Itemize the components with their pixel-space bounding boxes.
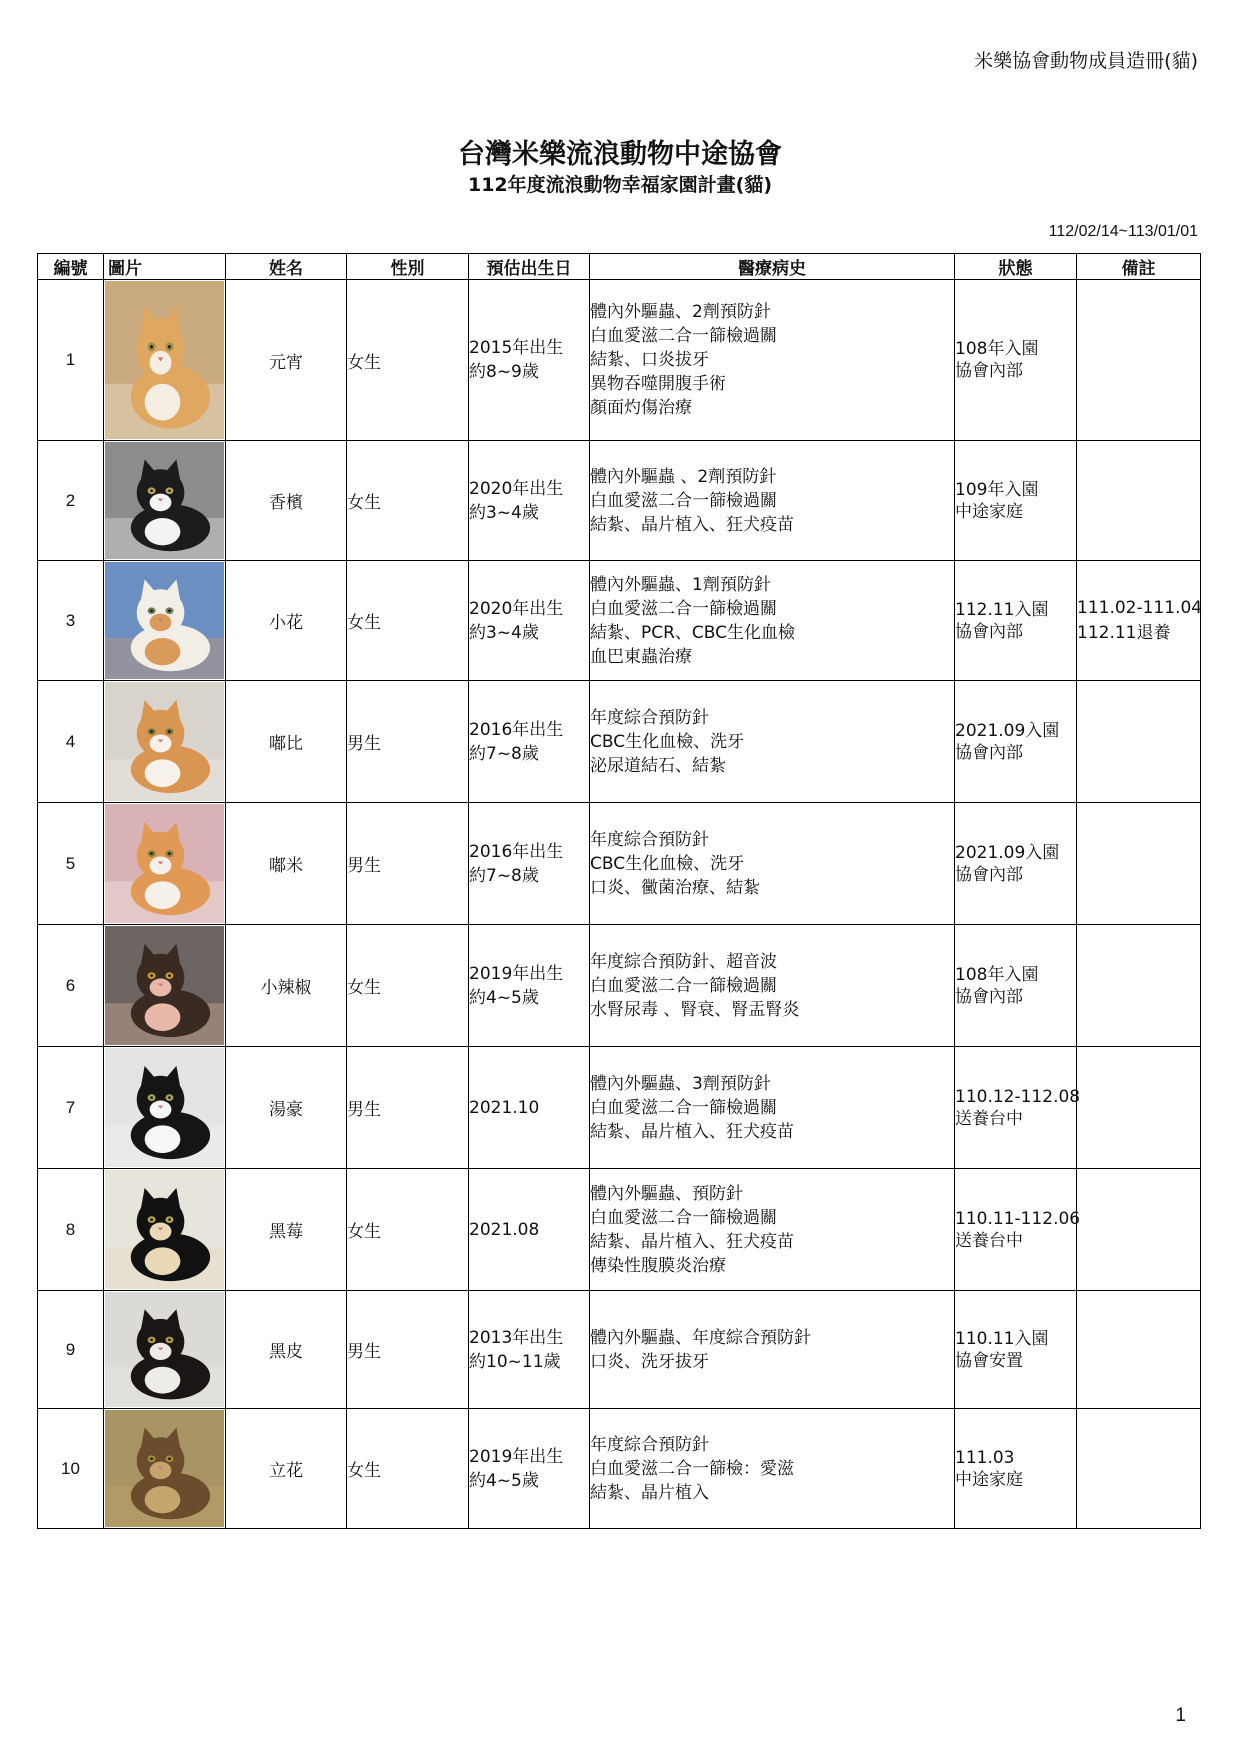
medical-line: 白血愛滋二合一篩檢過關 [590, 490, 777, 511]
status-line: 送養台中 [955, 1230, 1023, 1251]
cat-photo-cell [104, 803, 226, 925]
medical-line: 體內外驅蟲 、2劑預防針 [590, 466, 777, 487]
note-line: 111.02-111.04 [1077, 597, 1203, 618]
birth-line: 約4~5歲 [469, 987, 539, 1008]
medical-line: 體內外驅蟲、2劑預防針 [590, 302, 771, 322]
cat-gender-cell: 女生 [347, 441, 469, 561]
birth-line: 約3~4歲 [469, 502, 539, 523]
status-line: 協會內部 [955, 621, 1023, 642]
cat-name-cell: 小辣椒 [226, 925, 347, 1047]
table-row [38, 1291, 1201, 1409]
cat-photo-cell [104, 1291, 226, 1409]
status-cell [955, 561, 1077, 681]
medical-line: 結紮、晶片植入、狂犬疫苗 [590, 514, 794, 535]
medical-line: 口炎、黴菌治療、結紮 [590, 877, 760, 898]
birth-line: 2020年出生 [469, 598, 564, 619]
cat-photo-cell [104, 681, 226, 803]
status-line: 協會內部 [955, 742, 1023, 763]
medical-line: 結紮、PCR、CBC生化血檢 [590, 622, 796, 643]
table-row [38, 1047, 1201, 1169]
status-cell [955, 1169, 1081, 1291]
cat-number-cell: 4 [38, 681, 104, 803]
status-cell [955, 1291, 1077, 1409]
status-cell [955, 1409, 1077, 1529]
cat-number-cell: 6 [38, 925, 104, 1047]
medical-history-cell [590, 1291, 955, 1409]
medical-history-cell [590, 561, 955, 681]
medical-history-cell [590, 1047, 955, 1169]
birth-line: 2021.08 [469, 1219, 540, 1240]
cat-birth-cell [469, 925, 590, 1047]
cat-gender-cell: 女生 [347, 925, 469, 1047]
medical-line: 水腎尿毒 、腎衰、腎盂腎炎 [590, 999, 800, 1020]
note-cell [1077, 1291, 1201, 1409]
status-cell [955, 803, 1077, 925]
table-header-row [38, 254, 1201, 280]
status-cell [955, 441, 1077, 561]
cat-number-cell: 3 [38, 561, 104, 681]
cat-photo-cell [104, 561, 226, 681]
medical-line: 口炎、洗牙拔牙 [590, 1351, 709, 1372]
cat-gender-cell: 女生 [347, 280, 469, 441]
medical-line: CBC生化血檢、洗牙 [590, 731, 745, 752]
cat-photo-cell [104, 1169, 226, 1291]
status-line: 110.11入園 [955, 1328, 1049, 1349]
birth-line: 約10~11歲 [469, 1351, 561, 1372]
status-line: 送養台中 [955, 1108, 1023, 1129]
page-title: 台灣米樂流浪動物中途協會 [458, 139, 782, 170]
cat-number-cell: 10 [38, 1409, 104, 1529]
birth-line: 2016年出生 [469, 719, 564, 740]
cat-photo [105, 1410, 224, 1527]
cat-photo [105, 442, 224, 559]
note-cell [1077, 803, 1201, 925]
medical-line: 傳染性腹膜炎治療 [590, 1255, 726, 1276]
status-line: 110.11-112.06 [955, 1208, 1081, 1229]
status-line: 108年入園 [955, 964, 1039, 985]
cat-name-cell: 立花 [226, 1409, 347, 1529]
cat-name-cell: 黑皮 [226, 1291, 347, 1409]
cat-name-cell: 嘟比 [226, 681, 347, 803]
status-line: 111.03 [955, 1447, 1015, 1468]
cat-number-cell: 1 [38, 280, 104, 441]
status-cell [955, 280, 1077, 441]
cat-photo-cell [104, 1047, 226, 1169]
birth-line: 2019年出生 [469, 963, 564, 984]
cat-gender-cell: 女生 [347, 561, 469, 681]
header-name: 姓名 [226, 254, 347, 280]
note-cell [1077, 561, 1201, 681]
medical-history-cell [590, 803, 955, 925]
table-row [38, 1409, 1201, 1529]
cat-number-cell: 8 [38, 1169, 104, 1291]
medical-line: 年度綜合預防針、超音波 [590, 951, 777, 972]
cat-photo-cell [104, 1409, 226, 1529]
medical-history-cell [590, 1169, 955, 1291]
cat-photo [105, 562, 224, 679]
cat-gender-cell: 男生 [347, 1291, 469, 1409]
cat-number-cell: 5 [38, 803, 104, 925]
table-row [38, 280, 1201, 441]
medical-line: 泌尿道結石、結紮 [590, 755, 726, 776]
medical-history-cell [590, 280, 955, 441]
cat-photo-cell [104, 925, 226, 1047]
header-status: 狀態 [955, 254, 1077, 280]
cat-gender-cell: 女生 [347, 1169, 469, 1291]
header-gender: 性別 [347, 254, 469, 280]
status-line: 110.12-112.08 [955, 1086, 1081, 1107]
cat-roster-table [37, 253, 1201, 1529]
cat-birth-cell [469, 1291, 590, 1409]
birth-line: 2020年出生 [469, 478, 564, 499]
cat-birth-cell [469, 1409, 590, 1529]
medical-line: 年度綜合預防針 [590, 829, 709, 850]
date-range: 112/02/14~113/01/01 [1048, 223, 1198, 240]
note-cell [1077, 1047, 1201, 1169]
status-line: 2021.09入園 [955, 720, 1060, 741]
status-line: 112.11入園 [955, 599, 1049, 620]
cat-birth-cell [469, 803, 590, 925]
cat-number-cell: 2 [38, 441, 104, 561]
status-cell [955, 925, 1077, 1047]
medical-line: 體內外驅蟲、1劑預防針 [590, 574, 771, 595]
header-birth: 預估出生日 [469, 254, 590, 280]
status-cell [955, 681, 1077, 803]
medical-line: 年度綜合預防針 [590, 707, 709, 728]
header-number: 編號 [38, 254, 104, 280]
medical-line: 白血愛滋二合一篩檢過關 [590, 598, 777, 619]
note-cell [1077, 280, 1201, 441]
status-line: 2021.09入園 [955, 842, 1060, 863]
medical-history-cell [590, 925, 955, 1047]
cat-photo [105, 1048, 224, 1167]
table-row [38, 681, 1201, 803]
cat-photo [105, 804, 224, 923]
status-line: 協會內部 [955, 361, 1023, 381]
birth-line: 2021.10 [469, 1097, 540, 1118]
birth-line: 2019年出生 [469, 1446, 564, 1467]
note-cell [1077, 441, 1201, 561]
medical-line: 年度綜合預防針 [590, 1434, 709, 1455]
cat-birth-cell [469, 441, 590, 561]
cat-name-cell: 香檳 [226, 441, 347, 561]
cat-birth-cell [469, 681, 590, 803]
medical-line: 異物吞噬開腹手術 [590, 374, 726, 394]
medical-line: 白血愛滋二合一篩檢過關 [590, 1207, 777, 1228]
medical-history-cell [590, 681, 955, 803]
birth-line: 約8~9歲 [469, 362, 539, 382]
cat-gender-cell: 男生 [347, 803, 469, 925]
birth-line: 約7~8歲 [469, 743, 539, 764]
birth-line: 2015年出生 [469, 338, 564, 358]
cat-gender-cell: 男生 [347, 1047, 469, 1169]
note-cell [1077, 681, 1201, 803]
cat-gender-cell: 男生 [347, 681, 469, 803]
header-photo: 圖片 [104, 254, 226, 280]
cat-photo [105, 1292, 224, 1407]
cat-number-cell: 9 [38, 1291, 104, 1409]
table-row [38, 441, 1201, 561]
table-row [38, 803, 1201, 925]
page-subtitle: 112年度流浪動物幸福家園計畫(貓) [467, 174, 773, 196]
birth-line: 2013年出生 [469, 1327, 564, 1348]
medical-line: 體內外驅蟲、3劑預防針 [590, 1073, 771, 1094]
cat-photo [105, 281, 224, 439]
status-line: 協會內部 [955, 986, 1023, 1007]
status-line: 協會內部 [955, 864, 1023, 885]
table-row [38, 561, 1201, 681]
cat-name-cell: 湯豪 [226, 1047, 347, 1169]
medical-line: 白血愛滋二合一篩檢過關 [590, 975, 777, 996]
medical-line: CBC生化血檢、洗牙 [590, 853, 745, 874]
table-row [38, 1169, 1201, 1291]
cat-birth-cell [469, 280, 590, 441]
status-line: 協會安置 [955, 1350, 1023, 1371]
note-line: 112.11退養 [1077, 622, 1171, 643]
medical-line: 結紮、晶片植入、狂犬疫苗 [590, 1231, 794, 1252]
cat-birth-cell [469, 1047, 590, 1169]
registry-label: 米樂協會動物成員造冊(貓) [974, 50, 1198, 72]
medical-line: 結紮、口炎拔牙 [590, 350, 709, 370]
status-line: 中途家庭 [955, 1469, 1023, 1490]
medical-line: 體內外驅蟲、年度綜合預防針 [590, 1327, 811, 1348]
status-line: 109年入園 [955, 479, 1039, 500]
status-cell [955, 1047, 1081, 1169]
cat-name-cell: 元宵 [226, 280, 347, 441]
cat-name-cell: 小花 [226, 561, 347, 681]
cat-birth-cell [469, 1169, 590, 1291]
birth-line: 約7~8歲 [469, 865, 539, 886]
cat-birth-cell [469, 561, 590, 681]
birth-line: 2016年出生 [469, 841, 564, 862]
status-line: 中途家庭 [955, 501, 1023, 522]
medical-line: 顏面灼傷治療 [590, 398, 692, 418]
cat-gender-cell: 女生 [347, 1409, 469, 1529]
table-row [38, 925, 1201, 1047]
cat-photo [105, 682, 224, 801]
cat-photo-cell [104, 441, 226, 561]
header-medical-history: 醫療病史 [590, 254, 955, 280]
note-cell [1077, 925, 1201, 1047]
medical-line: 白血愛滋二合一篩檢：愛滋 [590, 1458, 794, 1479]
note-cell [1077, 1169, 1201, 1291]
cat-photo [105, 1170, 224, 1289]
status-line: 108年入園 [955, 339, 1039, 359]
medical-line: 結紮、晶片植入 [590, 1482, 709, 1503]
page-number: 1 [1175, 1705, 1186, 1726]
medical-history-cell [590, 441, 955, 561]
table-body [38, 280, 1201, 1529]
note-cell [1077, 1409, 1201, 1529]
cat-name-cell: 黑莓 [226, 1169, 347, 1291]
cat-photo [105, 926, 224, 1045]
cat-number-cell: 7 [38, 1047, 104, 1169]
cat-name-cell: 嘟米 [226, 803, 347, 925]
birth-line: 約3~4歲 [469, 622, 539, 643]
medical-line: 結紮、晶片植入、狂犬疫苗 [590, 1121, 794, 1142]
cat-photo-cell [104, 280, 226, 441]
medical-line: 白血愛滋二合一篩檢過關 [590, 1097, 777, 1118]
medical-history-cell [590, 1409, 955, 1529]
medical-line: 血巴東蟲治療 [590, 646, 692, 667]
medical-line: 體內外驅蟲、預防針 [590, 1183, 743, 1204]
header-note: 備註 [1077, 254, 1201, 280]
medical-line: 白血愛滋二合一篩檢過關 [590, 326, 777, 346]
birth-line: 約4~5歲 [469, 1470, 539, 1491]
